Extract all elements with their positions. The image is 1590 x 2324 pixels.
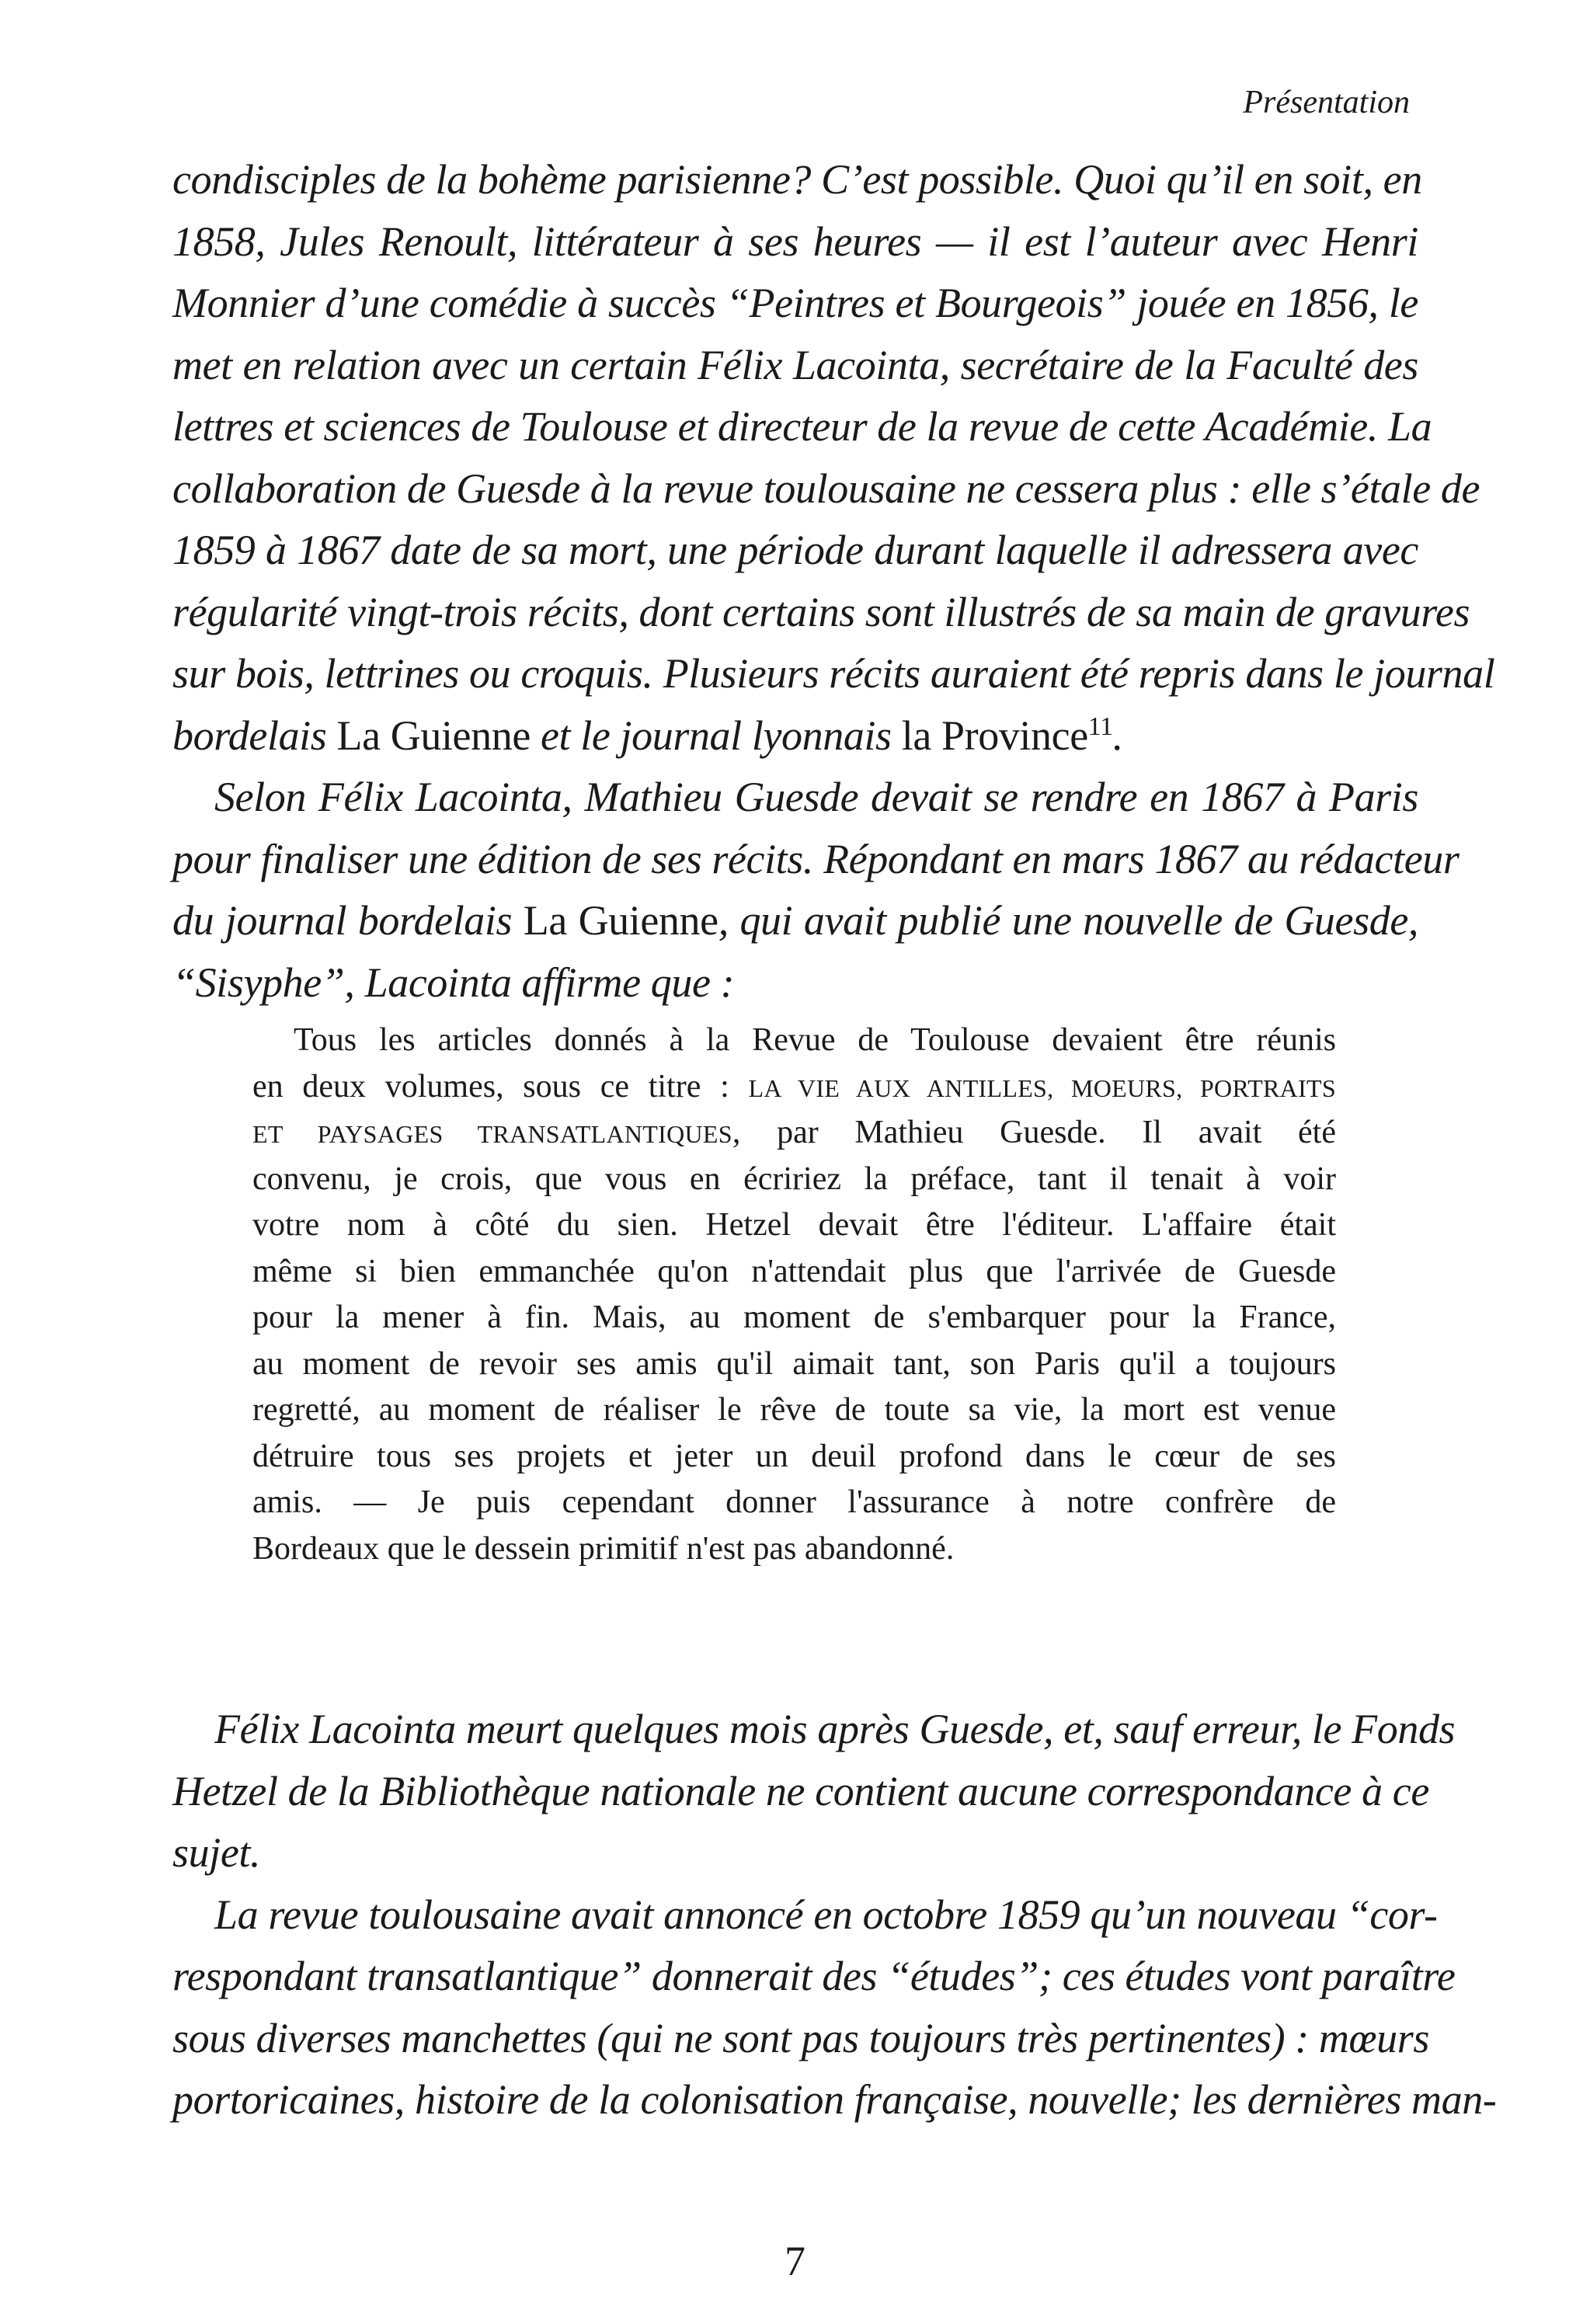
newspaper-title: La Guienne [336,711,531,759]
text-line: condisciples de la bohème parisienne? C’est possible. Quoi qu’il en soit, en [172,156,1422,203]
text-line: respondant transatlantique” donnerait des “études”; ces études vont paraître [172,1953,1456,1999]
paragraph-1 [172,149,1495,767]
text-line: lettres et sciences de Toulouse et directeur de la revue de cette Académie. La [172,403,1432,450]
text-line: Hetzel de la Bibliothèque nationale ne contient aucune correspondance à ce [172,1767,1429,1814]
text-line: Monnier d’une comédie à succès “Peintres et Bourgeois” jouée en 1856, le [172,280,1418,326]
text-fragment: en deux volumes, sous ce titre : [252,1068,749,1105]
text-line: Félix Lacointa meurt quelques mois après Guesde, et, sauf erreur, le Fonds [214,1706,1456,1752]
running-head: Présentation [1243,85,1410,120]
text-fragment: , par Mathieu Guesde. Il avait été [732,1115,1336,1150]
quote-line: au moment de revoir ses amis qu'il aimait tant, son Paris qu'il a toujours [252,1345,1336,1382]
text-fragment: . [1112,711,1123,759]
quote-line: regretté, au moment de réaliser le rêve de toute sa vie, la mort est venue [252,1392,1336,1428]
quote-line [252,1110,1336,1157]
book-title: ET PAYSAGES TRANSATLANTIQUES [252,1120,732,1148]
text-line: La revue toulousaine avait annoncé en octobre 1859 qu’un nouveau “cor- [214,1891,1438,1938]
text-line: 1858, Jules Renoult, littérateur à ses heures — il est l’auteur avec Henri [172,217,1418,265]
newspaper-title: La Guienne [523,897,718,944]
text-line: sujet. [172,1829,261,1876]
quote-line: détruire tous ses projets et jeter un deuil profond dans le cœur de ses [252,1438,1336,1474]
paragraph-2 [172,767,1460,1014]
text-line: 1859 à 1867 date de sa mort, une période durant laquelle il adressera avec [172,527,1418,573]
quote-line [252,1064,1336,1111]
text-line: “Sisyphe”, Lacointa affirme que : [172,958,735,1006]
body-text-bottom [172,1699,1497,2131]
newspaper-title: la Province [901,711,1088,759]
text-fragment: , qui avait publié une nouvelle de Guesde, [718,897,1418,944]
footnote-reference: 11 [1087,711,1113,741]
book-title: LA VIE AUX ANTILLES, MOEURS, PORTRAITS [748,1073,1336,1102]
quote-line: même si bien emmanchée qu'on n'attendait plus que l'arrivée de Guesde [252,1253,1336,1289]
text-line: Selon Félix Lacointa, Mathieu Guesde devait se rendre en 1867 à Paris [214,774,1418,820]
text-line [172,705,1418,767]
quote-line: Bordeaux que le dessein primitif n'est pas abandonné. [252,1530,955,1567]
text-fragment: et le journal lyonnais [530,711,902,759]
text-line: met en relation avec un certain Félix Lacointa, secrétaire de la Faculté des [172,341,1418,388]
text-line: sur bois, lettrines ou croquis. Plusieurs récits auraient été repris dans le journal [172,650,1495,697]
text-fragment: bordelais [172,711,337,759]
text-fragment: du journal bordelais [172,897,524,944]
quote-line: amis. — Je puis cependant donner l'assurance à notre confrère de [252,1484,1336,1520]
quote-line: convenu, je crois, que vous en écririez la préface, tant il tenait à voir [252,1160,1336,1197]
quote-line: pour la mener à fin. Mais, au moment de s'embarquer pour la France, [252,1299,1336,1335]
text-line [172,890,1418,952]
body-text-top [172,149,1495,1014]
quote-line: Tous les articles donnés à la Revue de Toulouse devaient être réunis [294,1022,1336,1058]
paragraph-3 [172,1699,1456,1884]
text-line: sous diverses manchettes (qui ne sont pas toujours très pertinentes) : mœurs [172,2014,1429,2061]
paragraph-4 [172,1884,1497,2131]
text-line: portoricaines, histoire de la colonisation française, nouvelle; les dernières man- [172,2076,1497,2123]
block-quotation [252,1018,1336,1572]
text-line: collaboration de Guesde à la revue toulousaine ne cessera plus : elle s’étale de [172,464,1480,512]
page-number: 7 [785,2238,805,2284]
text-line: régularité vingt-trois récits, dont certains sont illustrés de sa main de gravures [172,588,1470,635]
quote-line: votre nom à côté du sien. Hetzel devait être l'éditeur. L'affaire était [252,1207,1336,1243]
text-line: pour finaliser une édition de ses récits. Répondant en mars 1867 au rédacteur [172,835,1460,882]
